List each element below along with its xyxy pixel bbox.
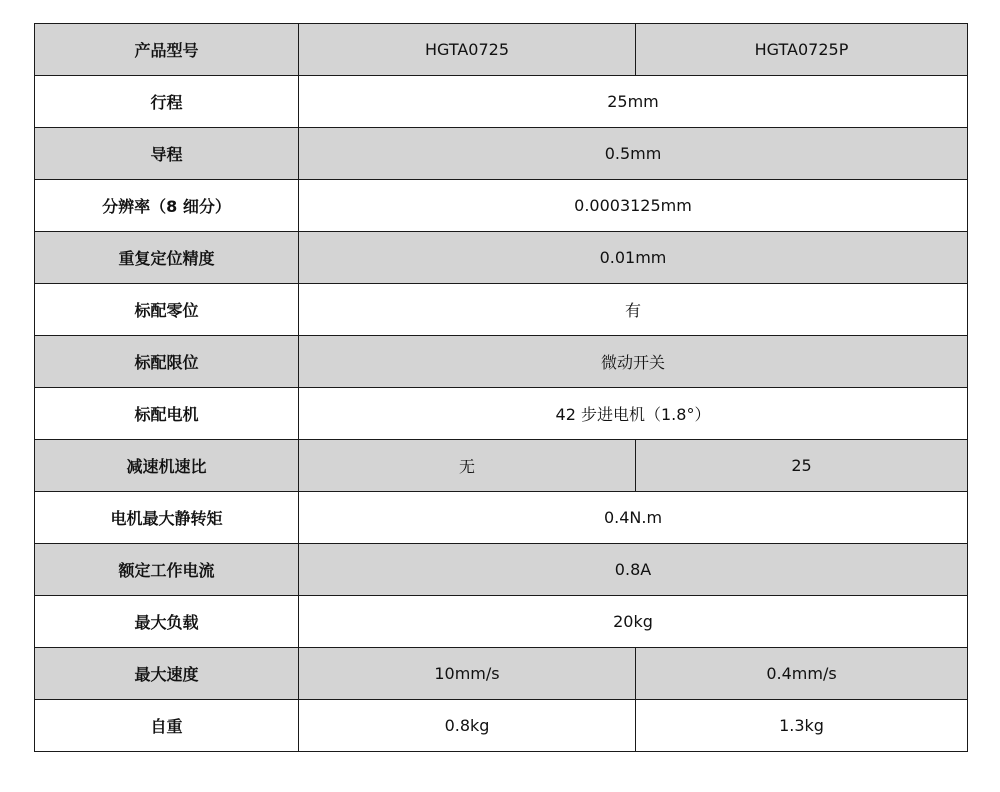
spec-table-body: [35, 24, 968, 752]
row-label: 额定工作电流: [35, 544, 299, 596]
row-label: 行程: [35, 76, 299, 128]
row-label: 自重: [35, 700, 299, 752]
spec-table: [34, 23, 968, 752]
row-value: 有: [299, 284, 968, 336]
row-label: 电机最大静转矩: [35, 492, 299, 544]
table-row: [35, 284, 968, 336]
table-row: [35, 596, 968, 648]
row-value: 0.01mm: [299, 232, 968, 284]
row-value: 25mm: [299, 76, 968, 128]
row-label: 最大负载: [35, 596, 299, 648]
table-row: [35, 700, 968, 752]
row-value: HGTA0725: [299, 24, 636, 76]
table-row: [35, 24, 968, 76]
table-row: [35, 388, 968, 440]
row-value: 25: [636, 440, 968, 492]
row-value: 0.5mm: [299, 128, 968, 180]
table-row: [35, 180, 968, 232]
row-label: 产品型号: [35, 24, 299, 76]
row-value: 20kg: [299, 596, 968, 648]
table-row: [35, 336, 968, 388]
row-value: 0.4mm/s: [636, 648, 968, 700]
table-row: [35, 648, 968, 700]
row-value: 0.8kg: [299, 700, 636, 752]
table-row: [35, 128, 968, 180]
row-value: 0.0003125mm: [299, 180, 968, 232]
row-value: 微动开关: [299, 336, 968, 388]
table-row: [35, 544, 968, 596]
table-row: [35, 440, 968, 492]
row-label: 重复定位精度: [35, 232, 299, 284]
row-value: 1.3kg: [636, 700, 968, 752]
row-label: 标配零位: [35, 284, 299, 336]
row-value: 无: [299, 440, 636, 492]
table-row: [35, 232, 968, 284]
row-value: 0.8A: [299, 544, 968, 596]
row-value: 0.4N.m: [299, 492, 968, 544]
row-value: 42 步进电机（1.8°）: [299, 388, 968, 440]
row-value: 10mm/s: [299, 648, 636, 700]
row-label: 标配限位: [35, 336, 299, 388]
table-row: [35, 492, 968, 544]
row-label: 标配电机: [35, 388, 299, 440]
row-value: HGTA0725P: [636, 24, 968, 76]
row-label: 减速机速比: [35, 440, 299, 492]
row-label: 最大速度: [35, 648, 299, 700]
row-label: 分辨率（8 细分）: [35, 180, 299, 232]
table-row: [35, 76, 968, 128]
row-label: 导程: [35, 128, 299, 180]
